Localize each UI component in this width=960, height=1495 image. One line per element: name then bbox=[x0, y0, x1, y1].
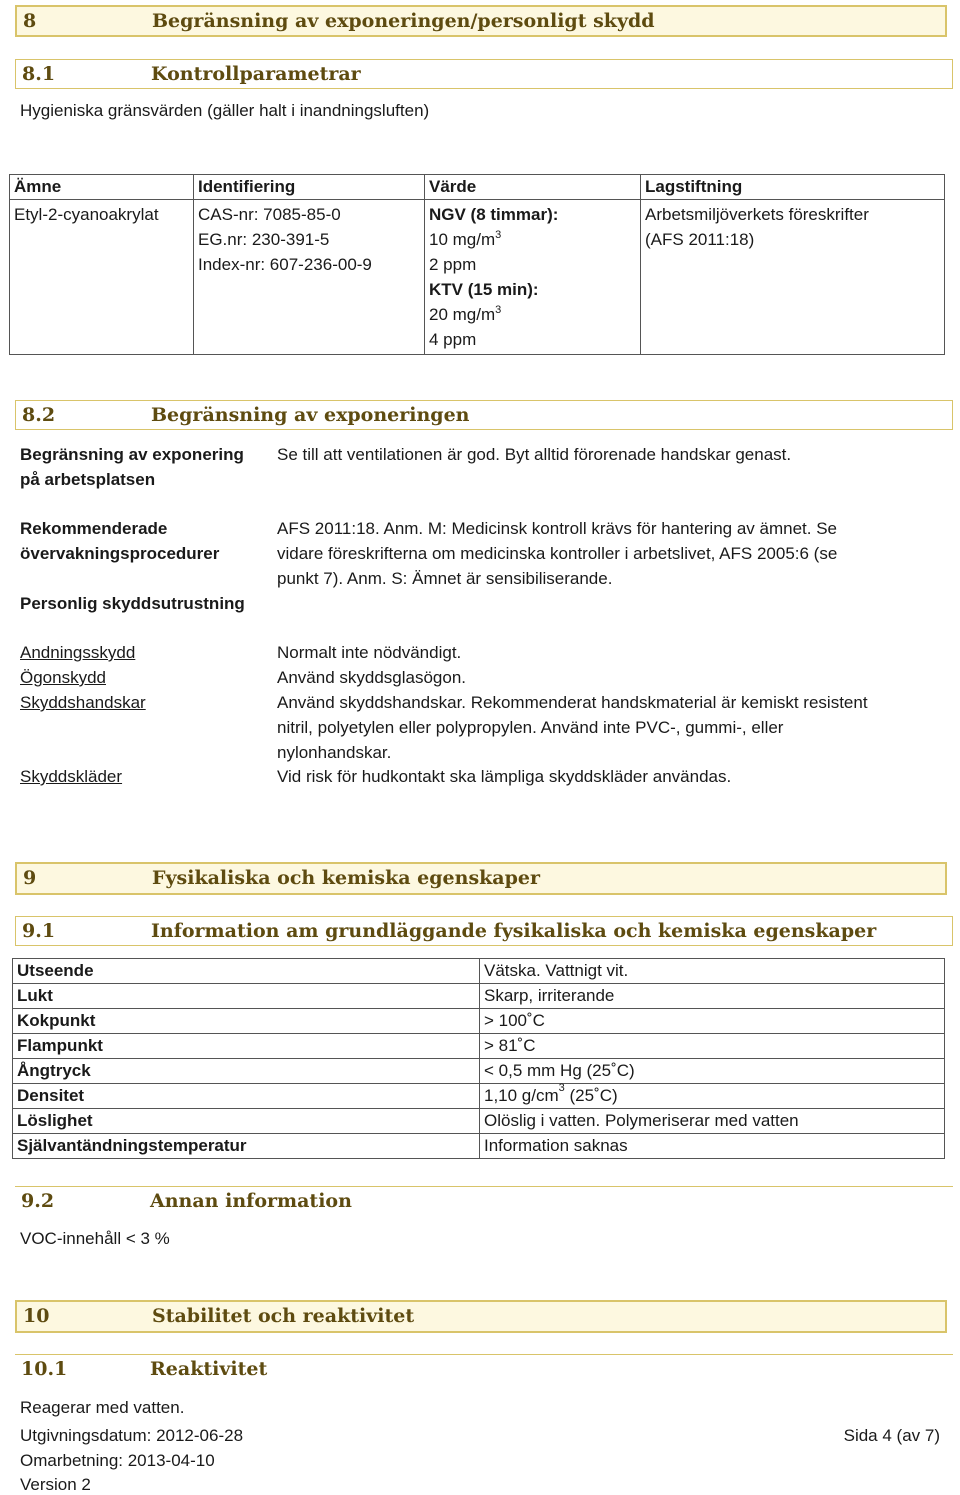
property-value: > 100˚C bbox=[480, 1009, 945, 1034]
table-row bbox=[13, 1059, 945, 1084]
col-header-legislation: Lagstiftning bbox=[641, 175, 945, 200]
reactivity-text: Reagerar med vatten. bbox=[20, 1398, 185, 1417]
property-value: Olöslig i vatten. Polymeriserar med vatten bbox=[480, 1109, 945, 1134]
table-header-row bbox=[10, 175, 945, 200]
section-8-1-header bbox=[15, 59, 953, 89]
section-9-header bbox=[15, 862, 947, 895]
table-row bbox=[13, 1084, 945, 1109]
section-title: Stabilitet och reaktivitet bbox=[152, 1305, 415, 1327]
issue-date: Utgivningsdatum: 2012-06-28 bbox=[20, 1426, 244, 1445]
section-number: 10 bbox=[23, 1305, 50, 1327]
property-name: Självantändningstemperatur bbox=[13, 1134, 480, 1159]
legislation-cell: Arbetsmiljöverkets föreskrifter (AFS 2011:18) bbox=[641, 200, 945, 355]
property-value: 1,10 $g/cm^3$ (25˚C) bbox=[480, 1084, 945, 1109]
section-number: 9 bbox=[23, 867, 37, 889]
section-number: 9.1 bbox=[22, 920, 56, 942]
table-row bbox=[13, 1009, 945, 1034]
property-value: Information saknas bbox=[480, 1134, 945, 1159]
section-number: 8.2 bbox=[22, 404, 56, 426]
property-value: < 0,5 mm Hg (25˚C) bbox=[480, 1059, 945, 1084]
gloves-label: Skyddshandskar bbox=[20, 693, 146, 712]
hygiene-heading: Hygieniska gränsvärden (gäller halt i inandningsluften) bbox=[20, 101, 430, 120]
section-10-header bbox=[15, 1300, 947, 1333]
section-number: 8.1 bbox=[22, 63, 56, 85]
section-title: Fysikaliska och kemiska egenskaper bbox=[152, 867, 541, 889]
col-header-identification: Identifiering bbox=[194, 175, 425, 200]
value-cell: NGV (8 timmar): 10 $mg/m^3$ 2 ppm KTV (15 min): 20 $mg/m^3$ 4 ppm bbox=[425, 200, 641, 355]
respiratory-text: Normalt inte nödvändigt. bbox=[277, 643, 462, 662]
eye-text: Använd skyddsglasögon. bbox=[277, 668, 467, 687]
property-value: Skarp, irriterande bbox=[480, 984, 945, 1009]
monitoring-text: AFS 2011:18. Anm. M: Medicinsk kontroll krävs för hantering av ämnet. Se vidare föreskrifterna om medicinska kontroller i arbetslivet, AFS 2005:6 (se punkt 7). Anm. S: Ämnet är sensibiliserande. bbox=[277, 519, 838, 588]
section-title: Annan information bbox=[150, 1190, 352, 1212]
section-title: Kontrollparametrar bbox=[151, 63, 361, 85]
section-number: 8 bbox=[23, 10, 37, 32]
table-row bbox=[13, 959, 945, 984]
section-9-1-header bbox=[15, 916, 953, 946]
table-row bbox=[10, 200, 945, 355]
page-number: Sida 4 (av 7) bbox=[843, 1426, 940, 1445]
section-8-2-header bbox=[15, 400, 953, 430]
respiratory-label: Andningsskydd bbox=[20, 643, 136, 662]
section-number: 9.2 bbox=[21, 1190, 55, 1212]
property-name: Löslighet bbox=[13, 1109, 480, 1134]
revision-date: Omarbetning: 2013-04-10 bbox=[20, 1451, 215, 1470]
section-title: Begränsning av exponeringen bbox=[151, 404, 470, 426]
voc-content: VOC-innehåll < 3 % bbox=[20, 1229, 170, 1248]
property-name: Ångtryck bbox=[13, 1059, 480, 1084]
section-10-1-header bbox=[15, 1354, 953, 1384]
substance-cell: Etyl-2-cyanoakrylat bbox=[10, 200, 194, 355]
section-number: 10.1 bbox=[21, 1358, 68, 1380]
property-name: Lukt bbox=[13, 984, 480, 1009]
ppe-label: Personlig skyddsutrustning bbox=[20, 594, 245, 613]
section-title: Begränsning av exponeringen/personligt skydd bbox=[152, 10, 655, 32]
workplace-text: Se till att ventilationen är god. Byt alltid förorenade handskar genast. bbox=[277, 445, 792, 464]
section-8-header bbox=[15, 5, 947, 37]
eye-label: Ögonskydd bbox=[20, 668, 106, 687]
table-row bbox=[13, 1109, 945, 1134]
section-9-2-header bbox=[15, 1186, 953, 1216]
col-header-value: Värde bbox=[425, 175, 641, 200]
monitoring-label: Rekommenderade övervakningsprocedurer bbox=[20, 519, 220, 563]
identification-cell: CAS-nr: 7085-85-0 EG.nr: 230-391-5 Index-nr: 607-236-00-9 bbox=[194, 200, 425, 355]
section-title: Reaktivitet bbox=[150, 1358, 268, 1380]
gloves-text: Använd skyddshandskar. Rekommenderat handskmaterial är kemiskt resistent nitril, polyetylen eller polypropylen. Använd inte PVC-, gummi-, eller nylonhandskar. bbox=[277, 693, 868, 762]
version: Version 2 bbox=[20, 1475, 91, 1494]
property-name: Kokpunkt bbox=[13, 1009, 480, 1034]
table-row bbox=[13, 984, 945, 1009]
property-name: Utseende bbox=[13, 959, 480, 984]
clothing-label: Skyddskläder bbox=[20, 767, 123, 786]
section-title: Information am grundläggande fysikaliska och kemiska egenskaper bbox=[151, 920, 877, 942]
col-header-substance: Ämne bbox=[10, 175, 194, 200]
property-name: Densitet bbox=[13, 1084, 480, 1109]
property-value: > 81˚C bbox=[480, 1034, 945, 1059]
table-row bbox=[13, 1034, 945, 1059]
table-row bbox=[13, 1134, 945, 1159]
clothing-text: Vid risk för hudkontakt ska lämpliga skyddskläder användas. bbox=[277, 767, 732, 786]
properties-table bbox=[12, 958, 945, 1159]
exposure-limits-table bbox=[9, 174, 945, 355]
workplace-label: Begränsning av exponering på arbetsplatsen bbox=[20, 445, 244, 489]
property-value: Vätska. Vattnigt vit. bbox=[480, 959, 945, 984]
property-name: Flampunkt bbox=[13, 1034, 480, 1059]
